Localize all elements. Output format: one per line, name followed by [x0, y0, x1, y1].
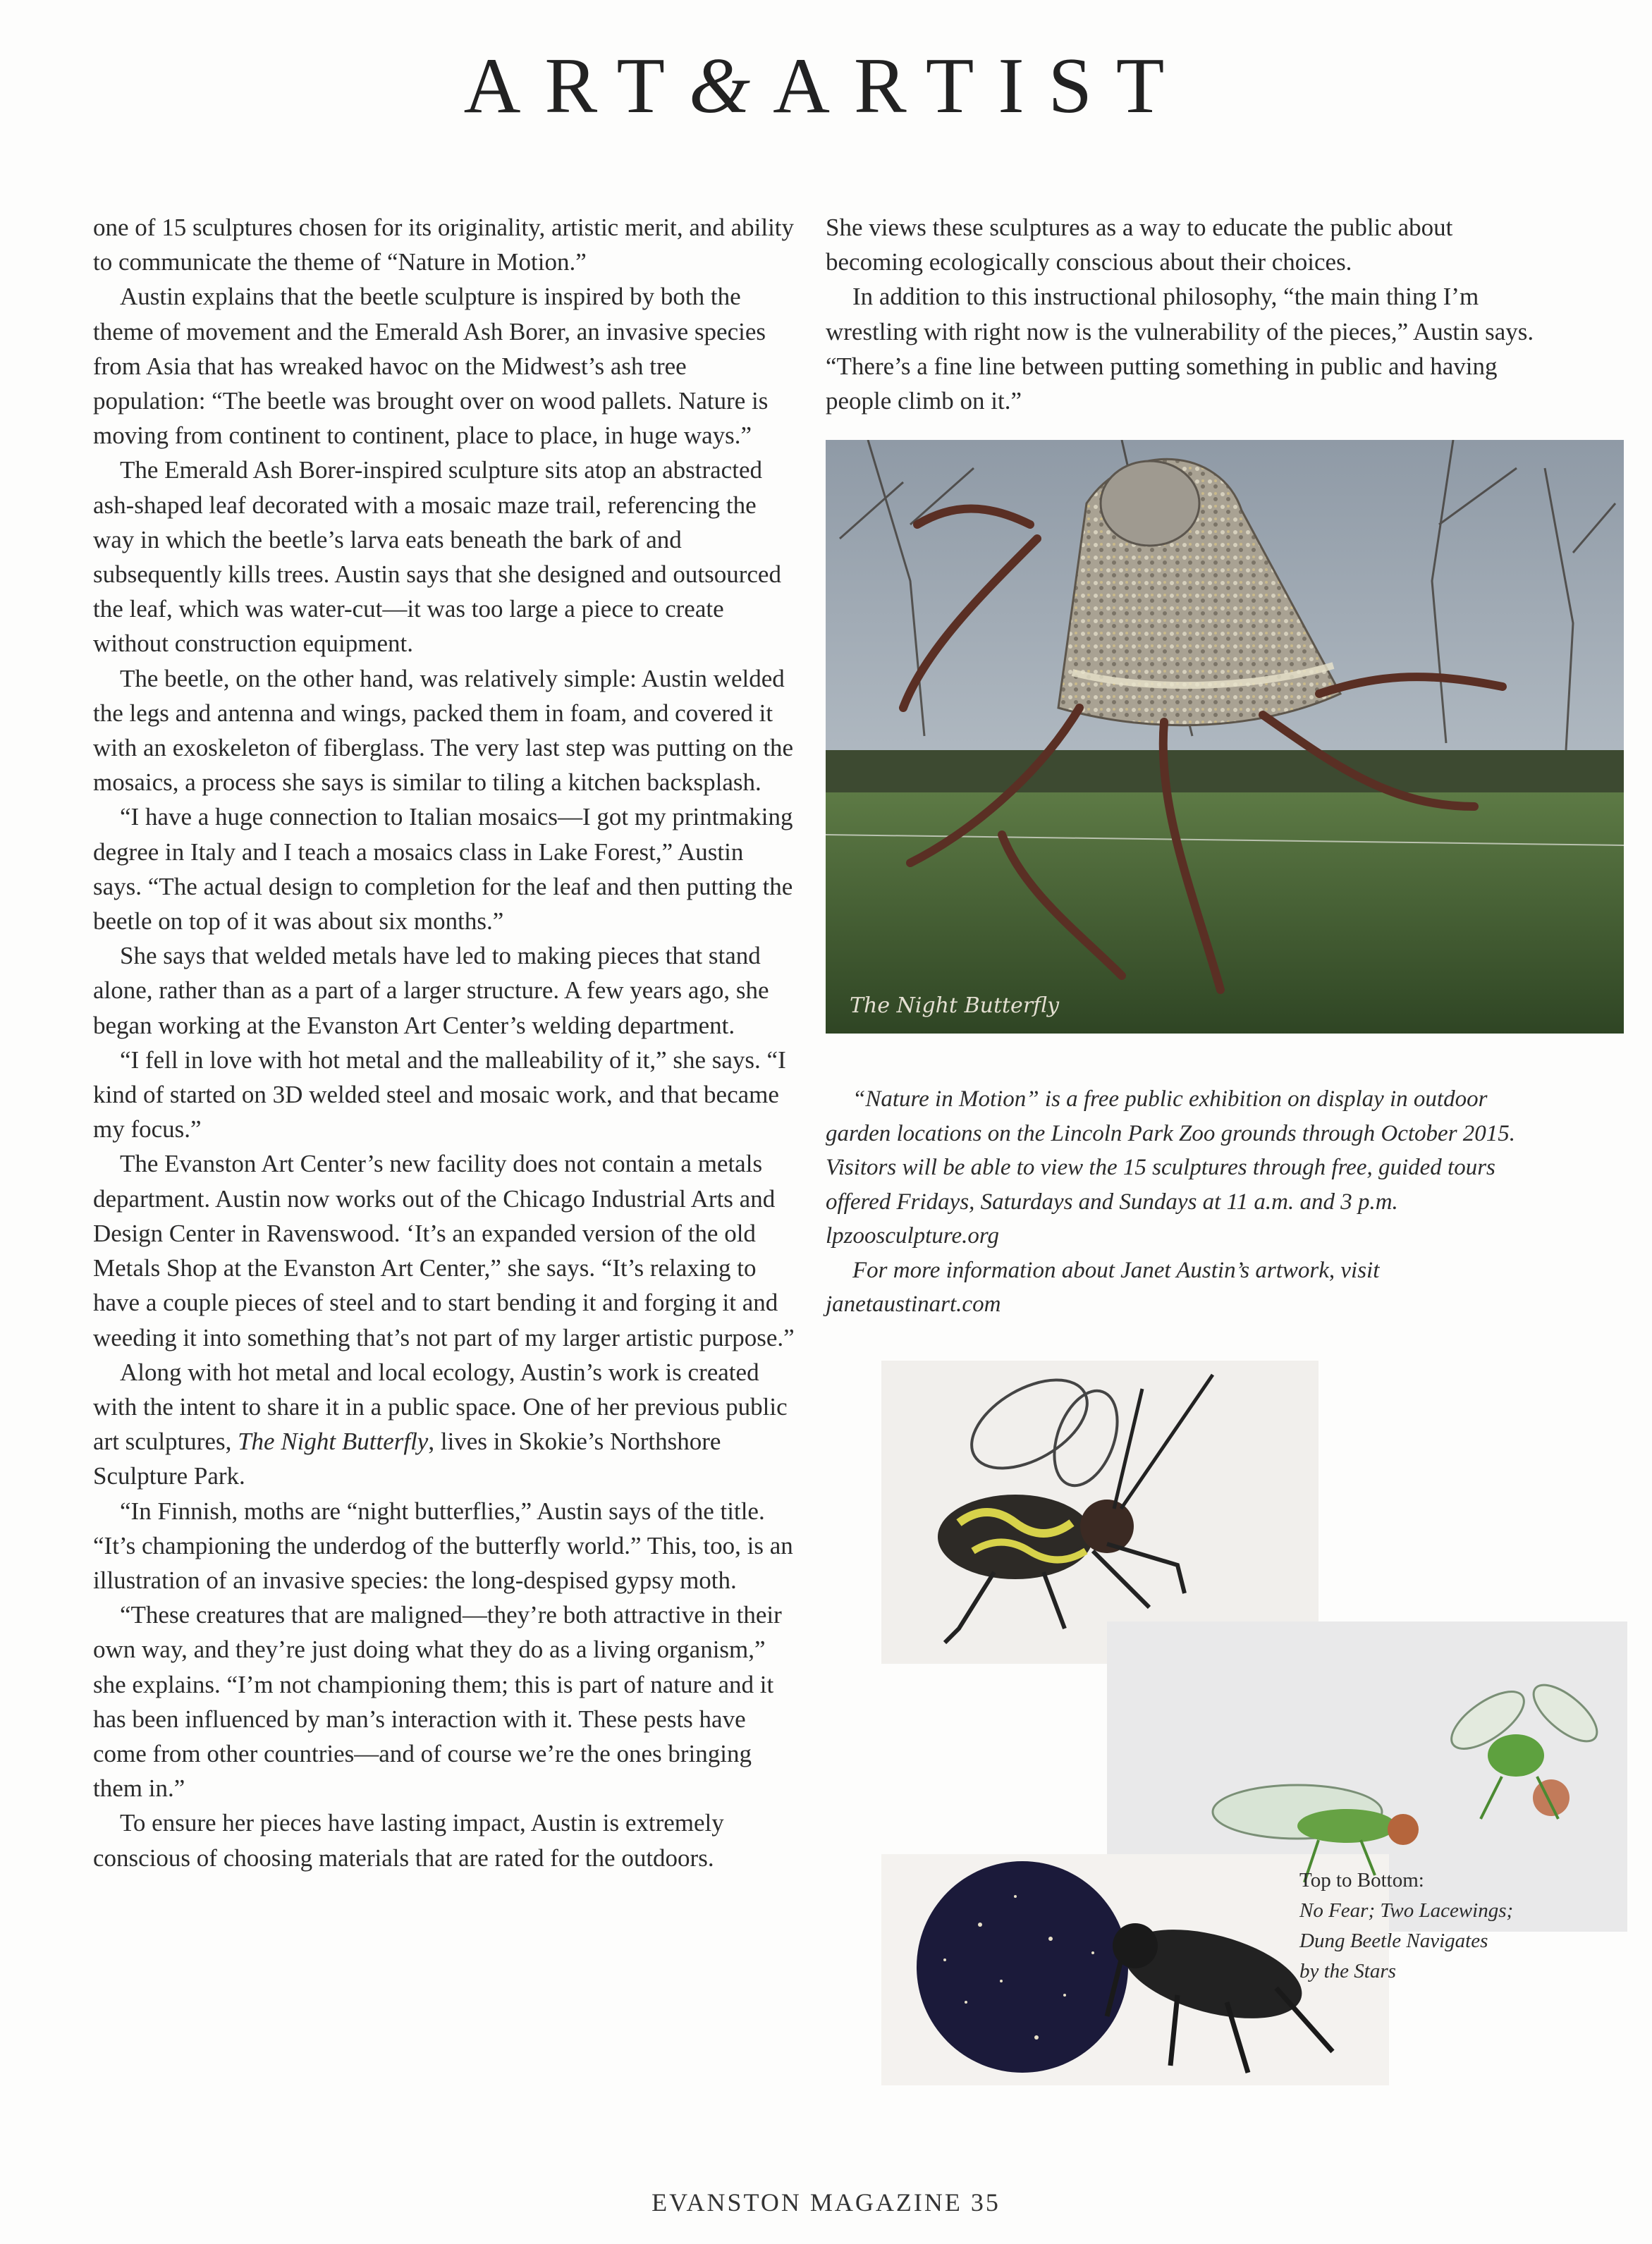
- article-paragraph: To ensure her pieces have lasting impact, Austin is extremely conscious of choosing materials that are rated for the outdoors.: [93, 1809, 724, 1872]
- caption-line: No Fear; Two Lacewings;: [1299, 1899, 1514, 1922]
- article-paragraph: “These creatures that are maligned—they’re both attractive in their own way, and they’re just doing what they do as a living organism,” she explains. “I’m not championing them; this is part of nature and it has been influenced by man’s interaction with it. These pests have come from other countries—and of course we’re the ones bringing them in.”: [93, 1601, 782, 1803]
- caption-line: Dung Beetle Navigates: [1299, 1930, 1488, 1952]
- exhibition-text: “Nature in Motion” is a free public exhibition on display in outdoor garden locations on the Lincoln Park Zoo grounds through October 2015. Visitors will be able to view the 15 sculptures through free, guided tours offered Fridays, Saturdays and Sundays at 11 a.m. and 3 p.m. lpzoosculpture.org: [826, 1086, 1516, 1249]
- photo-caption: The Night Butterfly: [850, 993, 1060, 1018]
- moth-head: [1101, 461, 1199, 546]
- article-paragraph: She views these sculptures as a way to educate the public about becoming ecologically conscious about their choices.: [826, 214, 1453, 276]
- header-word-art: ART: [463, 42, 689, 130]
- caption-line: by the Stars: [1299, 1960, 1396, 1982]
- more-info-text: For more information about Janet Austin’s artwork, visit janetaustinart.com: [826, 1257, 1380, 1317]
- article-paragraph: “I have a huge connection to Italian mosaics—I got my printmaking degree in Italy and I teach a mosaics class in Lake Forest,” Austin says. “The actual design to completion for the leaf and then putting the beetle on top of it was about six months.”: [93, 803, 793, 936]
- article-paragraph: The Emerald Ash Borer-inspired sculpture sits atop an abstracted ash-shaped leaf decorated with a mosaic maze trail, referencing the way in which the beetle’s larva eats beneath the bark of and subsequently kills trees. Austin says that she designed and outsourced the leaf, which was water-cut—it was too large a piece to create without construction equipment.: [93, 456, 781, 658]
- article-paragraph: “I fell in love with hot metal and the malleability of it,” she says. “I kind of started on 3D welded steel and mosaic work, and that became my focus.”: [93, 1046, 786, 1144]
- article-paragraph: “In Finnish, moths are “night butterflies,” Austin says of the title. “It’s championing the underdog of the butterfly world.” This, too, is an illustration of an invasive species: the long-despised gypsy moth.: [93, 1497, 793, 1594]
- page-footer: EVANSTON MAGAZINE 35: [651, 2188, 1001, 2217]
- article-paragraph: The beetle, on the other hand, was relatively simple: Austin welded the legs and antenna and wings, packed them in foam, and covered it with an exoskeleton of fiberglass. The very last step was putting on the mosaics, a process she says is similar to tiling a kitchen backsplash.: [93, 664, 794, 797]
- article-left-column: [93, 210, 798, 1875]
- paragraph-text: Along with hot metal and local ecology, Austin’s work is created with the intent to share it in a public space. One of her previous public art sculptures,: [93, 1358, 788, 1456]
- header-ampersand: &: [688, 42, 757, 130]
- article-paragraph: Austin explains that the beetle sculpture is inspired by both the theme of movement and the Emerald Ash Borer, an invasive species from Asia that has wreaked havoc on the Midwest’s ash tree population: “The beetle was brought over on wood pallets. Nature is moving from continent to continent, place to place, in huge ways.”: [93, 283, 769, 450]
- caption-heading: Top to Bottom:: [1299, 1869, 1424, 1892]
- collage-caption: [1299, 1865, 1525, 1987]
- article-paragraph: In addition to this instructional philosophy, “the main thing I’m wrestling with right now is the vulnerability of the pieces,” Austin says. “There’s a fine line between putting something in public and having people climb on it.”: [826, 283, 1534, 415]
- article-paragraph: [93, 1355, 798, 1494]
- exhibition-info: [826, 1082, 1538, 1322]
- article-right-column: [826, 210, 1538, 418]
- article-paragraph: She says that welded metals have led to making pieces that stand alone, rather than as a part of a larger structure. A few years ago, she began working at the Evanston Art Center’s welding department.: [93, 942, 769, 1039]
- night-butterfly-photo: [826, 440, 1624, 1034]
- night-butterfly-illustration: [826, 440, 1624, 1034]
- paragraph-text: , lives in Skokie’s Northshore Sculpture Park.: [93, 1428, 721, 1490]
- article-paragraph: The Evanston Art Center’s new facility does not contain a metals department. Austin now works out of the Chicago Industrial Arts and Design Center in Ravenswood. ‘It’s an expanded version of the old Metals Shop at the Evanston Art Center,” she says. “It’s relaxing to have a couple pieces of steel and to start bending it and forging it and weeding it into something that’s not part of my larger artistic purpose.”: [93, 1150, 795, 1351]
- section-header: [0, 41, 1652, 132]
- header-word-artist: ARTIST: [773, 42, 1189, 130]
- article-paragraph: one of 15 sculptures chosen for its originality, artistic merit, and ability to communicate the theme of “Nature in Motion.”: [93, 214, 795, 276]
- artwork-title: The Night Butterfly: [238, 1428, 429, 1456]
- treeline: [826, 750, 1624, 799]
